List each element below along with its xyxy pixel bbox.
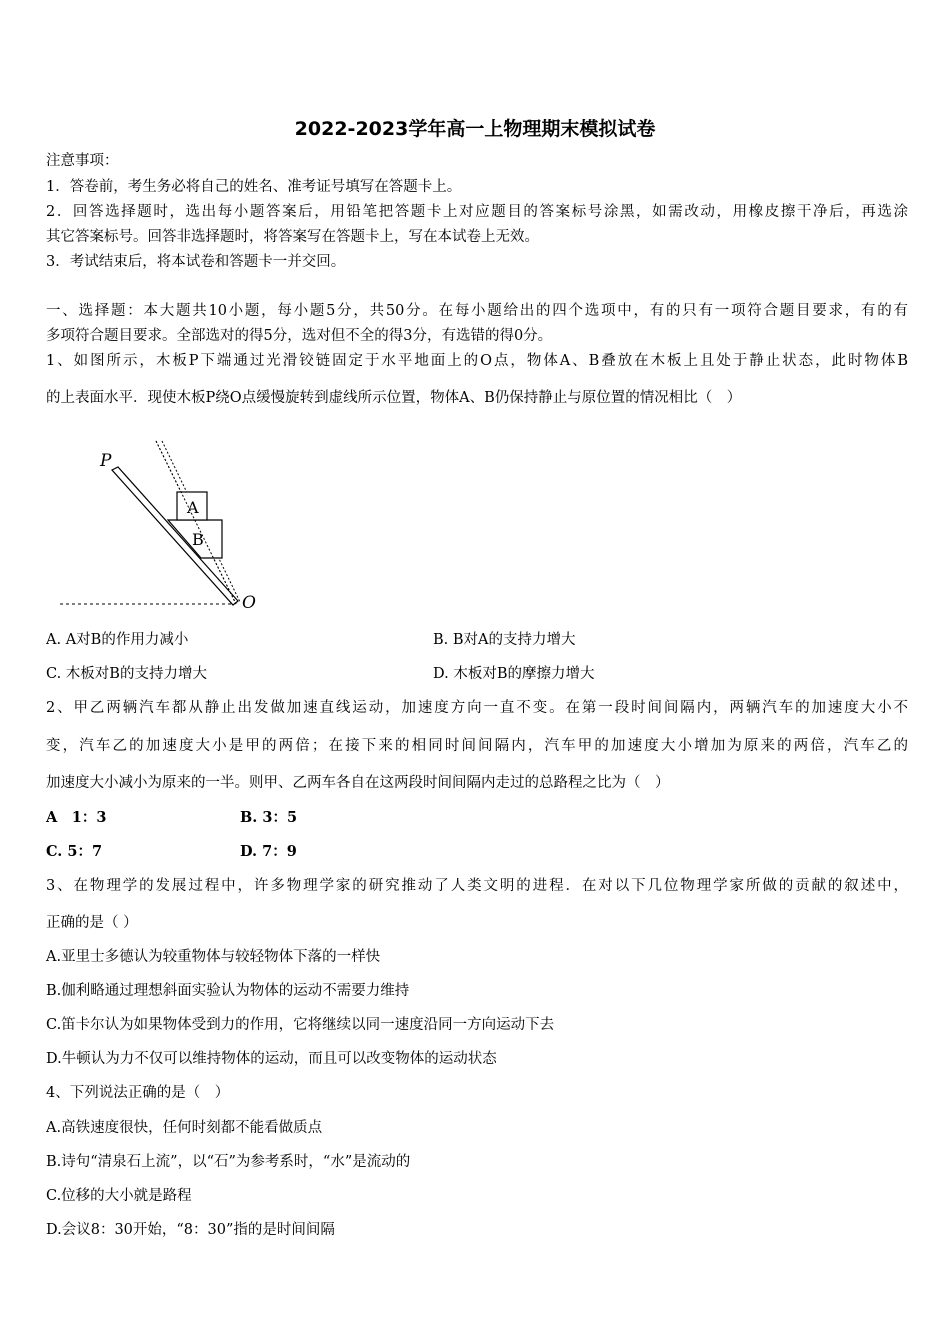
q2-option-c[interactable]: C. 5：7 (46, 843, 103, 860)
notice-item-2: 2．回答选择题时，选出每小题答案后，用铅笔把答题卡上对应题目的答案标号涂黑，如需改动，用橡皮擦干净后，再选涂 (46, 204, 908, 220)
q2-option-d[interactable]: D. 7：9 (240, 843, 297, 860)
label-p: P (100, 451, 112, 471)
q1-option-a[interactable]: A. A对B的作用力减小 (46, 632, 189, 648)
q1-option-c[interactable]: C. 木板对B的支持力增大 (46, 666, 207, 682)
q4-option-b[interactable]: B.诗句“清泉石上流”，以“石”为参考系时，“水”是流动的 (46, 1154, 411, 1170)
notice-item-3: 3．考试结束后，将本试卷和答题卡一并交回。 (46, 254, 346, 270)
notice-item-1: 1．答卷前，考生务必将自己的姓名、准考证号填写在答题卡上。 (46, 179, 462, 195)
q2-option-b[interactable]: B. 3：5 (240, 809, 298, 826)
q2-stem-line-1: 2、甲乙两辆汽车都从静止出发做加速直线运动，加速度方向一直不变。在第一段时间间隔内，两辆汽车的加速度大小不 (46, 700, 908, 716)
q1-stem-line-1: 1、如图所示，木板P下端通过光滑铰链固定于水平地面上的O点，物体A、B叠放在木板上且处于静止状态，此时物体B (46, 353, 908, 369)
q2-stem-line-3: 加速度大小减小为原来的一半。则甲、乙两车各自在这两段时间间隔内走过的总路程之比为（ ） (46, 775, 670, 791)
section-intro-line-1: 一、选择题：本大题共10小题，每小题5分，共50分。在每小题给出的四个选项中，有的只有一项符合题目要求，有的有 (46, 303, 908, 319)
label-b: B (192, 530, 204, 549)
q2-stem-line-2: 变，汽车乙的加速度大小是甲的两倍；在接下来的相同时间间隔内，汽车甲的加速度大小增加为原来的两倍，汽车乙的 (46, 738, 908, 754)
notice-heading: 注意事项： (46, 153, 119, 169)
q3-option-b[interactable]: B.伽利略通过理想斜面实验认为物体的运动不需要力维持 (46, 983, 410, 999)
q1-stem-line-2: 的上表面水平．现使木板P绕O点缓慢旋转到虚线所示位置，物体A、B仍保持静止与原位置的情况相比（ ） (46, 390, 742, 406)
q1-option-b[interactable]: B. B对A的支持力增大 (433, 632, 576, 648)
q4-option-c[interactable]: C.位移的大小就是路程 (46, 1188, 192, 1204)
q4-option-d[interactable]: D.会议8：30开始，“8：30”指的是时间间隔 (46, 1222, 335, 1238)
notice-item-2-cont: 其它答案标号。回答非选择题时，将答案写在答题卡上，写在本试卷上无效。 (46, 229, 539, 245)
q3-stem-line-2: 正确的是（ ） (46, 915, 138, 931)
q3-option-a[interactable]: A.亚里士多德认为较重物体与较轻物体下落的一样快 (46, 949, 381, 965)
q1-figure (56, 436, 286, 616)
q1-option-d[interactable]: D. 木板对B的摩擦力增大 (433, 666, 595, 682)
q4-option-a[interactable]: A.高铁速度很快，任何时刻都不能看做质点 (46, 1120, 323, 1136)
q4-stem: 4、下列说法正确的是（ ） (46, 1085, 230, 1101)
label-a: A (187, 498, 199, 517)
label-o: O (242, 593, 256, 613)
q3-option-c[interactable]: C.笛卡尔认为如果物体受到力的作用，它将继续以同一速度沿同一方向运动下去 (46, 1017, 555, 1033)
section-intro-line-2: 多项符合题目要求。全部选对的得5分，选对但不全的得3分，有选错的得0分。 (46, 328, 553, 344)
q2-option-a[interactable]: A 1：3 (46, 809, 107, 826)
q3-stem-line-1: 3、在物理学的发展过程中，许多物理学家的研究推动了人类文明的进程．在对以下几位物理学家所做的贡献的叙述中， (46, 878, 908, 894)
page-title: 2022-2023学年高一上物理期末模拟试卷 (294, 118, 656, 140)
q3-option-d[interactable]: D.牛顿认为力不仅可以维持物体的运动，而且可以改变物体的运动状态 (46, 1051, 497, 1067)
